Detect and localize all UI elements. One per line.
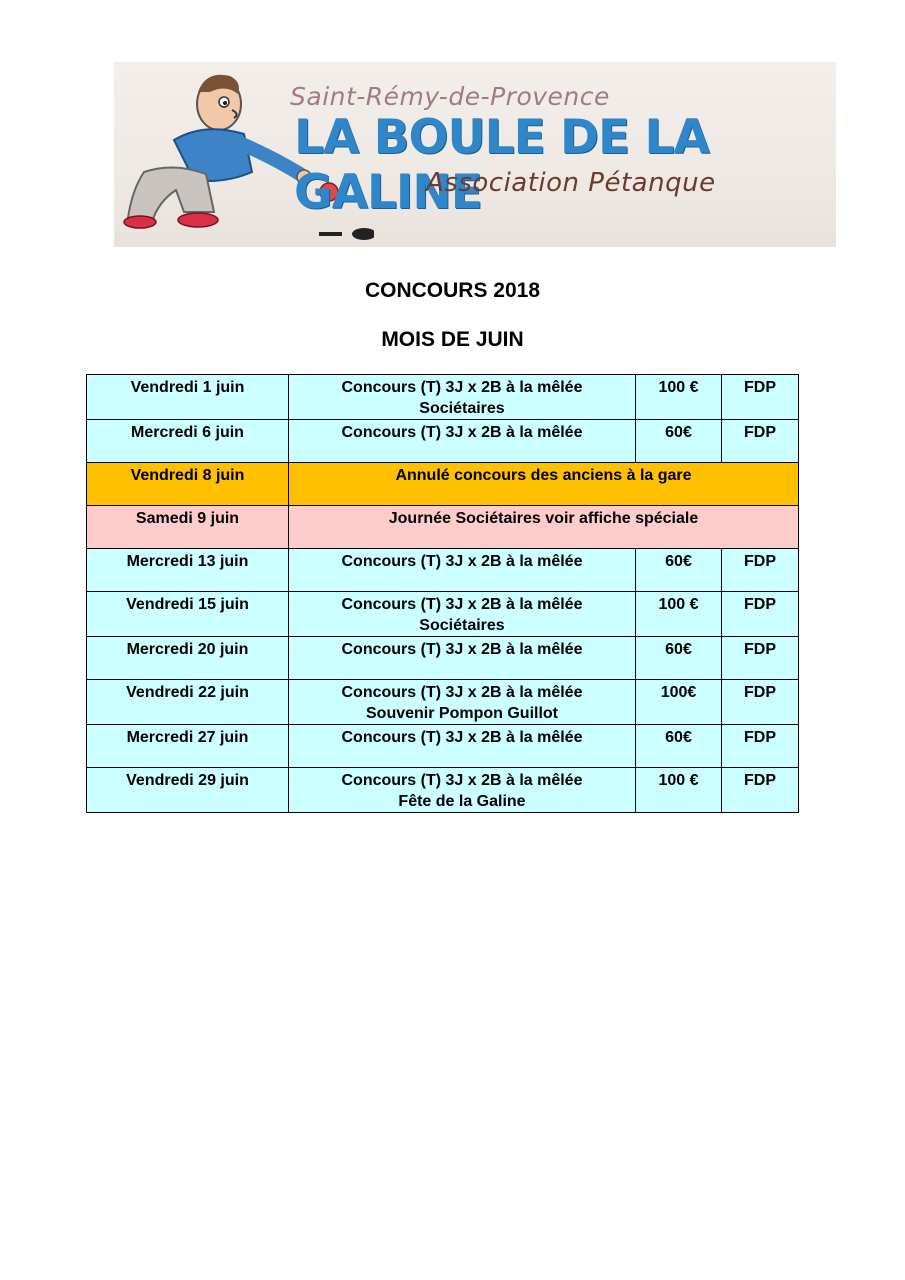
- document-subtitle: MOIS DE JUIN: [381, 328, 524, 351]
- prize-cell: 60€: [636, 549, 722, 592]
- table-row-special: [87, 506, 799, 549]
- date-cell: Mercredi 27 juin: [87, 725, 289, 768]
- event-text: Concours (T) 3J x 2B à la mêlée: [341, 553, 583, 570]
- event-note: Sociétaires: [419, 400, 505, 417]
- event-note: Fête de la Galine: [398, 793, 526, 810]
- prize-cell: 100 €: [636, 375, 722, 420]
- prize-cell: 60€: [636, 725, 722, 768]
- event-cell: Journée Sociétaires voir affiche spéciale: [289, 506, 799, 549]
- event-text: Concours (T) 3J x 2B à la mêlée: [341, 772, 583, 789]
- date-cell: Vendredi 22 juin: [87, 680, 289, 725]
- event-text: Concours (T) 3J x 2B à la mêlée: [341, 641, 583, 658]
- date-cell: Samedi 9 juin: [87, 506, 289, 549]
- table-row: [87, 637, 799, 680]
- event-cell: [289, 725, 636, 768]
- date-cell: Mercredi 13 juin: [87, 549, 289, 592]
- table-row: [87, 375, 799, 420]
- document-title: CONCOURS 2018: [364, 279, 541, 302]
- date-cell: Vendredi 8 juin: [87, 463, 289, 506]
- code-cell: FDP: [722, 549, 799, 592]
- code-cell: FDP: [722, 768, 799, 813]
- code-cell: FDP: [722, 375, 799, 420]
- event-text: Concours (T) 3J x 2B à la mêlée: [341, 379, 583, 396]
- code-cell: FDP: [722, 725, 799, 768]
- event-cell: [289, 637, 636, 680]
- prize-cell: 60€: [636, 420, 722, 463]
- code-cell: FDP: [722, 637, 799, 680]
- table-row: [87, 680, 799, 725]
- code-cell: FDP: [722, 680, 799, 725]
- event-cell: [289, 549, 636, 592]
- event-cell: Annulé concours des anciens à la gare: [289, 463, 799, 506]
- prize-cell: 60€: [636, 637, 722, 680]
- event-text: Concours (T) 3J x 2B à la mêlée: [341, 596, 583, 613]
- event-cell: [289, 592, 636, 637]
- logo-club-name: LA BOULE DE LA GALINE: [294, 110, 709, 220]
- prize-cell: 100 €: [636, 768, 722, 813]
- code-cell: FDP: [722, 420, 799, 463]
- schedule-table: [86, 374, 799, 813]
- event-note: Sociétaires: [419, 617, 505, 634]
- club-logo: [114, 62, 836, 247]
- event-text: Concours (T) 3J x 2B à la mêlée: [341, 684, 583, 701]
- event-cell: [289, 768, 636, 813]
- table-row: [87, 725, 799, 768]
- date-cell: Vendredi 1 juin: [87, 375, 289, 420]
- event-cell: [289, 375, 636, 420]
- event-cell: [289, 420, 636, 463]
- table-row: [87, 549, 799, 592]
- code-cell: FDP: [722, 592, 799, 637]
- prize-cell: 100€: [636, 680, 722, 725]
- event-note: Souvenir Pompon Guillot: [366, 705, 558, 722]
- date-cell: Mercredi 20 juin: [87, 637, 289, 680]
- table-row: [87, 420, 799, 463]
- date-cell: Vendredi 15 juin: [87, 592, 289, 637]
- logo-town: Saint-Rémy-de-Provence: [290, 82, 610, 111]
- logo-association: Association Pétanque: [426, 168, 716, 198]
- event-cell: [289, 680, 636, 725]
- table-row: [87, 768, 799, 813]
- table-row: [87, 592, 799, 637]
- table-row-cancelled: [87, 463, 799, 506]
- date-cell: Mercredi 6 juin: [87, 420, 289, 463]
- prize-cell: 100 €: [636, 592, 722, 637]
- event-text: Concours (T) 3J x 2B à la mêlée: [341, 424, 583, 441]
- date-cell: Vendredi 29 juin: [87, 768, 289, 813]
- event-text: Concours (T) 3J x 2B à la mêlée: [341, 729, 583, 746]
